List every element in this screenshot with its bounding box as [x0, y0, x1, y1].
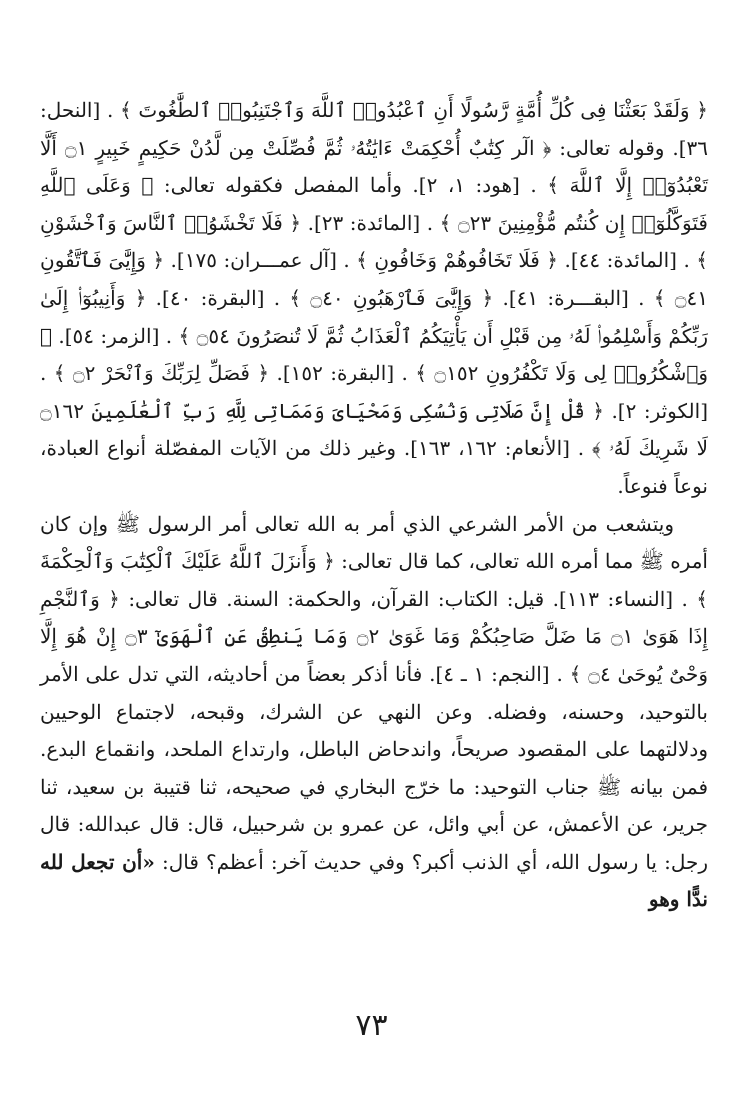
- hadith-quote-bold: «أن تجعل لله ندًّا وهو: [40, 849, 708, 912]
- paragraph-verses-on-worship: ﴿ وَلَقَدْ بَعَثْنَا فِى كُلِّ أُمَّةٍ رَّسُولًا أَنِ ٱعْبُدُوا۟ ٱللَّهَ وَٱجْتَنِبُوا۟ ٱلطَّٰغُوتَ ﴾ . [النحل: ٣٦]. وقوله تعالى: ﴿ الٓر كِتَٰبٌ أُحْكِمَتْ ءَايَٰتُهُۥ ثُمَّ فُصِّلَتْ مِن لَّدُنْ حَكِيمٍ خَبِيرٍ ۝١ أَلَّا تَعْبُدُوٓا۟ إِلَّا ٱللَّهَ ﴾ . [هود: ١، ٢]. وأما المفصل فكقوله تعالى: ﴿ وَعَلَى ٱللَّهِ فَتَوَكَّلُوٓا۟ إِن كُنتُم مُّؤْمِنِينَ ۝٢٣ ﴾ . [المائدة: ٢٣]. ﴿ فَلَا تَخْشَوُا۟ ٱلنَّاسَ وَٱخْشَوْنِ ﴾ . [المائدة: ٤٤]. ﴿ فَلَا تَخَافُوهُمْ وَخَافُونِ ﴾ . [آل عمـــران: ١٧٥]. ﴿ وَإِيَّٰىَ فَٱتَّقُونِ ۝٤١ ﴾ . [البقـــرة: ٤١]. ﴿ وَإِيَّٰىَ فَٱرْهَبُونِ ۝٤٠ ﴾ . [البقرة: ٤٠]. ﴿ وَأَنِيبُوٓا۟ إِلَىٰ رَبِّكُمْ وَأَسْلِمُوا۟ لَهُۥ مِن قَبْلِ أَن يَأْتِيَكُمُ ٱلْعَذَابُ ثُمَّ لَا تُنصَرُونَ ۝٥٤ ﴾ . [الزمر: ٥٤]. ﴿ وَٱشْكُرُوا۟ لِى وَلَا تَكْفُرُونِ ۝١٥٢ ﴾ . [البقرة: ١٥٢]. ﴿ فَصَلِّ لِرَبِّكَ وَٱنْحَرْ ۝٢ ﴾ . [الكوثر: ٢]. ﴿ قُلْ إِنَّ صَلَاتِى وَنُسُكِى وَمَحْيَاىَ وَمَمَاتِى لِلَّهِ رَبِّ ٱلْعَٰلَمِينَ ۝١٦٢ لَا شَرِيكَ لَهُۥ ﴾ . [الأنعام: ١٦٢، ١٦٣]. وغير ذلك من الآيات المفصّلة أنواع العبادة، نوعاً فنوعاً.: [40, 98, 709, 498]
- paragraph-prophet-command: [40, 506, 708, 920]
- paragraph-prophet-command-text: ويتشعب من الأمر الشرعي الذي أمر به الله تعالى أمر الرسول ﷺ وإن كان أمره ﷺ مما أمره الله تعالى، كما قال تعالى: ﴿ وَأَنزَلَ ٱللَّهُ عَلَيْكَ ٱلْكِتَٰبَ وَٱلْحِكْمَةَ ﴾ . [النساء: ١١٣]. قيل: الكتاب: القرآن، والحكمة: السنة. قال تعالى: ﴿ وَٱلنَّجْمِ إِذَا هَوَىٰ ۝١ مَا ضَلَّ صَاحِبُكُمْ وَمَا غَوَىٰ ۝٢ وَمَا يَنطِقُ عَنِ ٱلْهَوَىٰٓ ۝٣ إِنْ هُوَ إِلَّا وَحْىٌ يُوحَىٰ ۝٤ ﴾ . [النجم: ١ ـ ٤]. فأنا أذكر بعضاً من أحاديثه، التي تدل على الأمر بالتوحيد، وحسنه، وفضله. وعن النهي عن الشرك، وقبحه، لاجتماع الوحيين ودلالتهما على المقصود صريحاً، واندحاض الباطل، وارتداع الملحد، وانقماع البدع. فمن بيانه ﷺ جناب التوحيد: ما خرّج البخاري في صحيحه، ثنا قتيبة بن سعيد، ثنا جرير، عن الأعمش، عن أبي وائل، عن عمرو بن شرحبيل، قال: قال عبدالله: قال رجل: يا رسول الله، أي الذنب أكبر؟ وفي حديث آخر: أعظم؟ قال:: [40, 511, 708, 874]
- page-number: ٧٣: [355, 1008, 388, 1043]
- book-page: [40, 92, 708, 1012]
- body-text: [40, 92, 708, 919]
